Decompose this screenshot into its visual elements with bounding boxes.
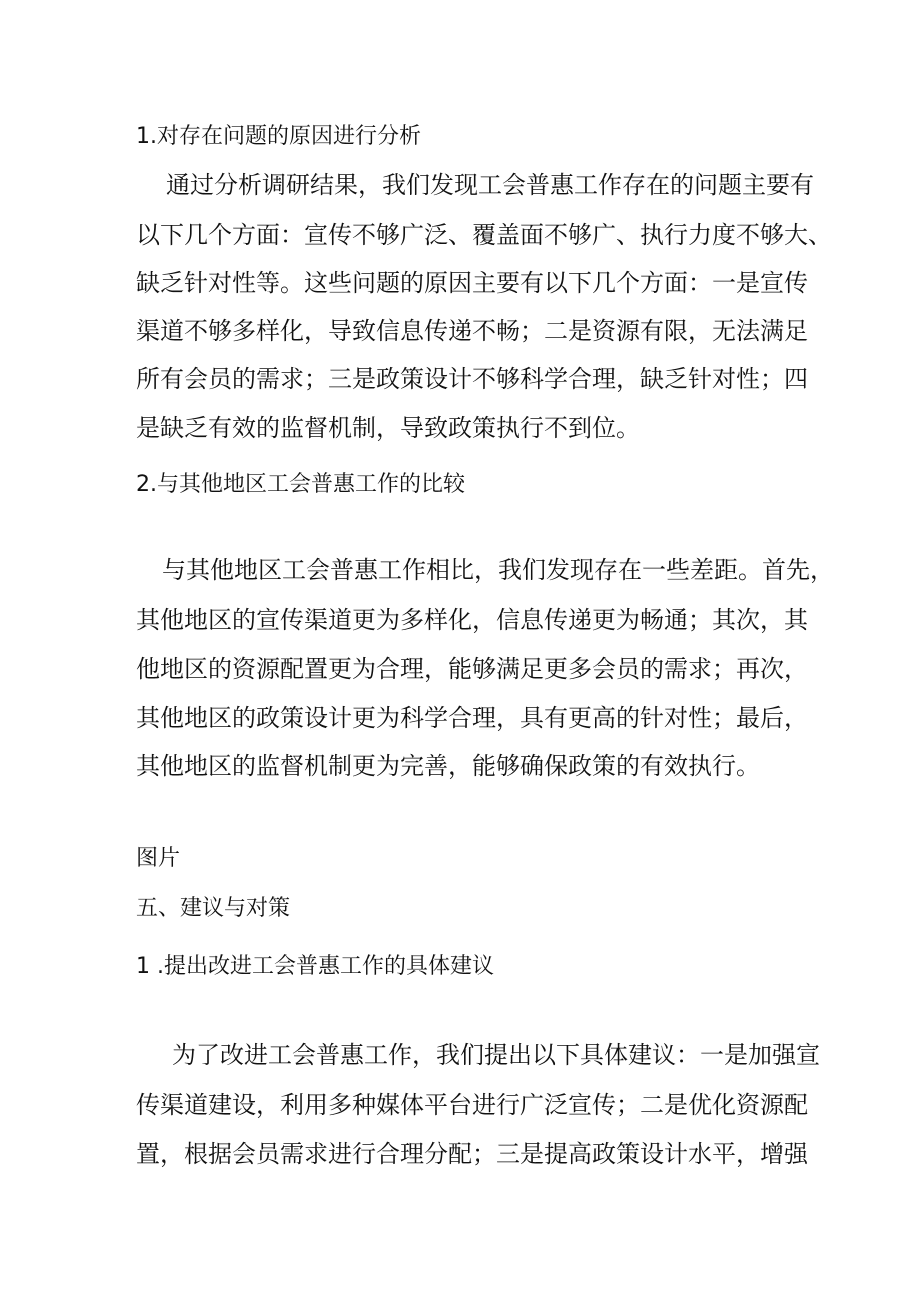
- paragraph-line: 与其他地区工会普惠工作相比，我们发现存在一些差距。首先，: [162, 556, 834, 584]
- paragraph-line: 缺乏针对性等。这些问题的原因主要有以下几个方面：一是宣传: [136, 269, 808, 297]
- section-heading: 1.对存在问题的原因进行分析: [136, 124, 421, 149]
- paragraph-line: 其他地区的政策设计更为科学合理，具有更高的针对性；最后，: [136, 704, 808, 732]
- paragraph-line: 渠道不够多样化，导致信息传递不畅；二是资源有限，无法满足: [136, 317, 808, 345]
- section-heading: 2.与其他地区工会普惠工作的比较: [136, 472, 465, 497]
- paragraph-line: 通过分析调研结果，我们发现工会普惠工作存在的问题主要有: [166, 171, 814, 199]
- paragraph-line: 为了改进工会普惠工作，我们提出以下具体建议：一是加强宣: [172, 1041, 820, 1069]
- image-placeholder-label: 图片: [136, 846, 181, 871]
- paragraph-line: 以下几个方面：宣传不够广泛、覆盖面不够广、执行力度不够大、: [136, 221, 832, 249]
- chapter-title: 五、建议与对策: [136, 896, 291, 921]
- paragraph-line: 传渠道建设，利用多种媒体平台进行广泛宣传；二是优化资源配: [136, 1091, 808, 1119]
- paragraph-line: 所有会员的需求；三是政策设计不够科学合理，缺乏针对性；四: [136, 365, 808, 393]
- paragraph-line: 他地区的资源配置更为合理，能够满足更多会员的需求；再次，: [136, 655, 808, 683]
- paragraph-line: 其他地区的监督机制更为完善，能够确保政策的有效执行。: [136, 752, 760, 780]
- paragraph-line: 是缺乏有效的监督机制，导致政策执行不到位。: [136, 414, 640, 442]
- paragraph-line: 其他地区的宣传渠道更为多样化，信息传递更为畅通；其次，其: [136, 606, 808, 634]
- subsection-heading: 1 .提出改进工会普惠工作的具体建议: [136, 954, 494, 979]
- paragraph-line: 置，根据会员需求进行合理分配；三是提高政策设计水平，增强: [136, 1140, 808, 1168]
